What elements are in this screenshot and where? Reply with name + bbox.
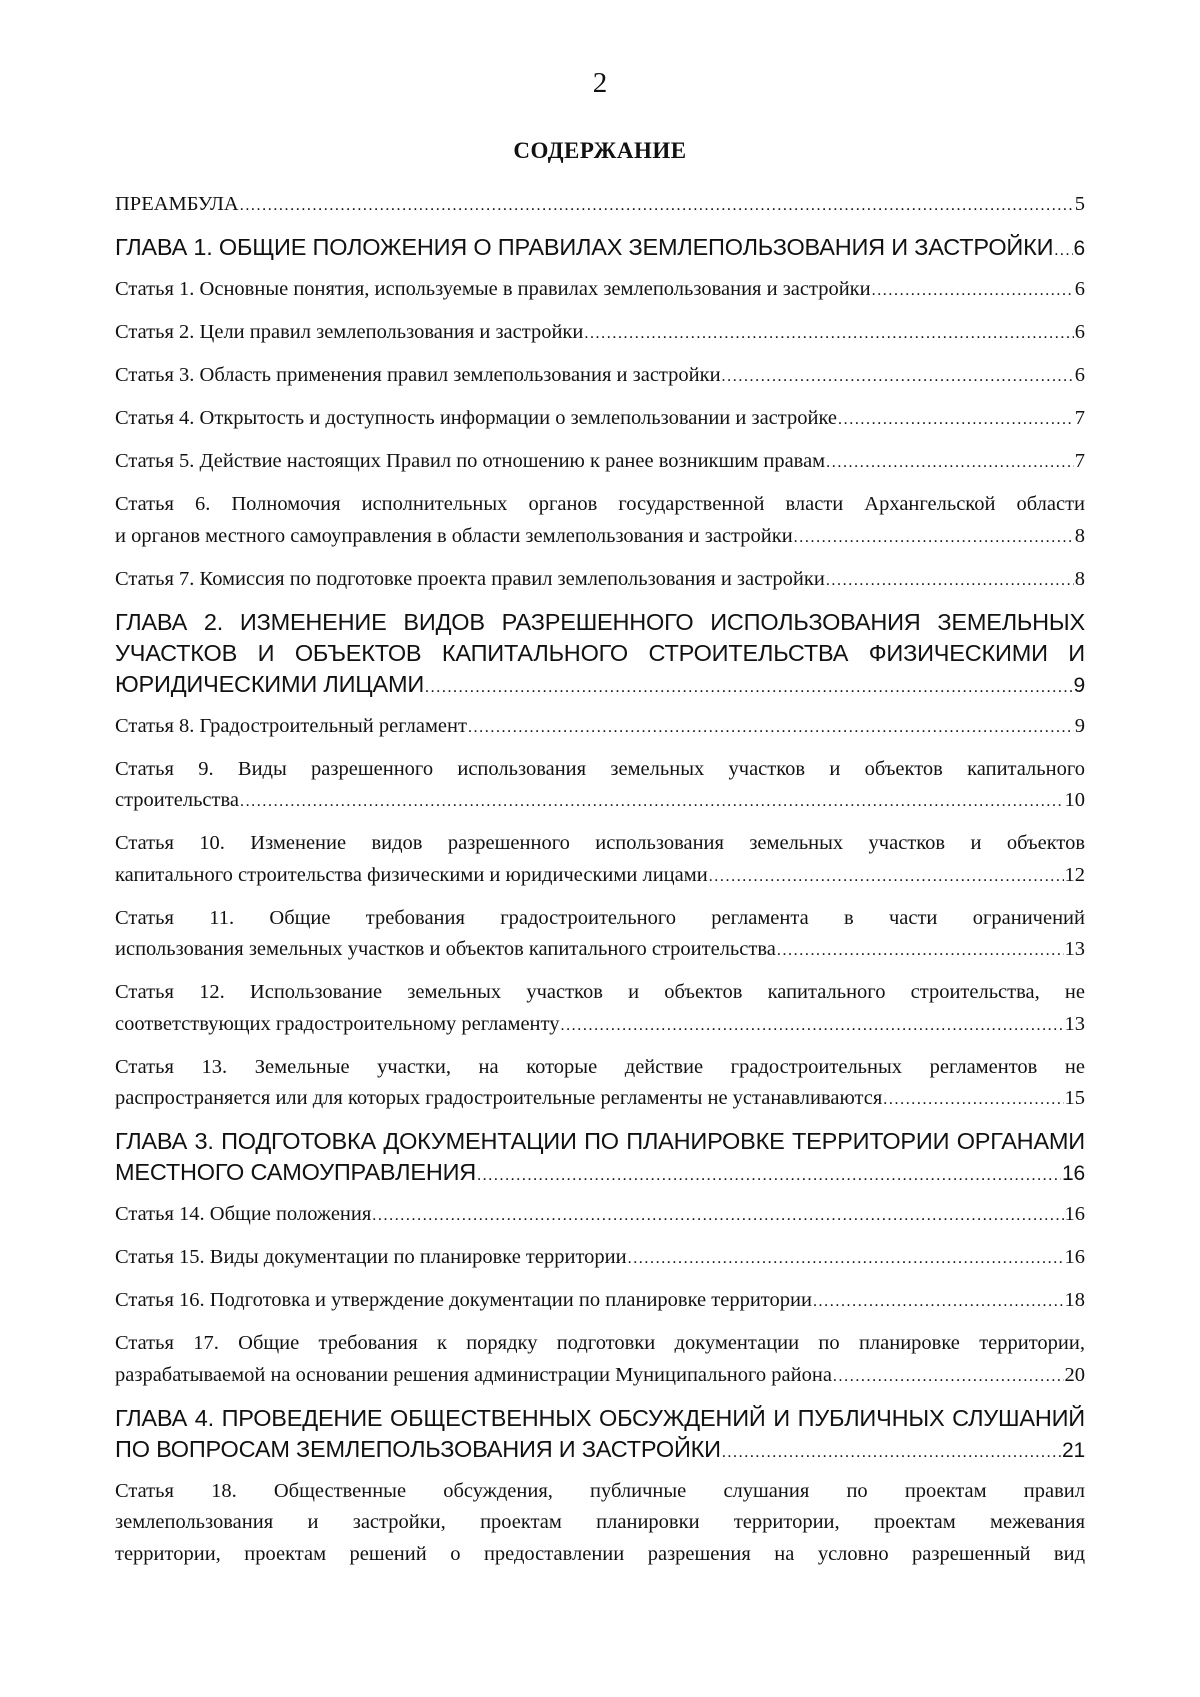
toc-entry-line: Статья 9. Виды разрешенного использования земельных участков и объектов капитального [115,757,1085,780]
toc-entry-title: распространяется или для которых градостроительные регламенты не устанавливаются [115,1087,883,1109]
toc-article-entry[interactable] [115,903,1085,967]
toc-entry-last-line [115,1199,1085,1232]
toc-article-entry[interactable] [115,1199,1085,1232]
toc-page-number: 10 [1064,789,1085,811]
toc-page-number: 21 [1062,1438,1085,1462]
toc-entry-line: Статья 12. Использование земельных участков и объектов капитального строительства, не [115,981,1085,1003]
toc-entry-title: ЮРИДИЧЕСКИМИ ЛИЦАМИ [115,670,425,697]
toc-entry-title: использования земельных участков и объектов капитального строительства [115,938,776,960]
dot-leader [813,1286,1064,1318]
toc-entry-last-line [115,1360,1085,1393]
toc-entry-title: ПО ВОПРОСАМ ЗЕМЛЕПОЛЬЗОВАНИЯ И ЗАСТРОЙКИ [115,1435,721,1462]
toc-page-number: 20 [1064,1363,1085,1386]
toc-entry-title: Статья 16. Подготовка и утверждение документации по планировке территории [115,1289,812,1311]
toc-article-entry[interactable] [115,1476,1085,1571]
toc-entry-last-line [115,669,1085,703]
toc-page-number: 7 [1074,450,1085,472]
dot-leader [794,522,1074,554]
toc-article-entry[interactable] [115,711,1085,744]
toc-entry-last-line [115,317,1085,350]
dot-leader [240,786,1064,818]
toc-entry-line: ГЛАВА 2. ИЗМЕНЕНИЕ ВИДОВ РАЗРЕШЕННОГО ИСПОЛЬЗОВАНИЯ ЗЕМЕЛЬНЫХ [115,608,1085,635]
toc-article-entry[interactable] [115,564,1085,597]
toc-entry-title: разрабатываемой на основании решения администрации Муниципального района [115,1363,832,1386]
dot-leader [477,1160,1061,1191]
toc-article-entry[interactable] [115,1328,1085,1392]
toc-page-number: 6 [1074,278,1085,300]
toc-page-number: 6 [1074,364,1085,386]
toc-article-entry[interactable] [115,754,1085,818]
toc-entry-last-line [115,403,1085,436]
toc-entry-last-line [115,232,1085,266]
toc-entry-title: МЕСТНОГО САМОУПРАВЛЕНИЯ [115,1159,477,1185]
dot-leader [838,404,1074,436]
page-number: 2 [592,67,608,99]
toc-page-number: 8 [1074,567,1085,590]
toc-entry-line: ГЛАВА 3. ПОДГОТОВКА ДОКУМЕНТАЦИИ ПО ПЛАНИРОВКЕ ТЕРРИТОРИИ ОРГАНАМИ [115,1128,1085,1154]
toc-entry-last-line [115,446,1085,479]
toc-entry-last-line [115,1285,1085,1318]
toc-entry-title: капитального строительства физическими и юридическими лицами [115,863,708,886]
toc-article-entry[interactable] [115,317,1085,350]
toc-page-number: 7 [1074,407,1085,429]
toc-entry-title: ПРЕАМБУЛА [115,193,239,215]
toc-entry-line: территории, проектам решений о предоставлении разрешения на условно разрешенный вид [115,1542,1085,1565]
toc-entry-line: УЧАСТКОВ И ОБЪЕКТОВ КАПИТАЛЬНОГО СТРОИТЕЛЬСТВА ФИЗИЧЕСКИМИ И [115,639,1085,666]
toc-entry-last-line [115,1434,1085,1468]
toc-entry-title: ГЛАВА 1. ОБЩИЕ ПОЛОЖЕНИЯ О ПРАВИЛАХ ЗЕМЛЕПОЛЬЗОВАНИЯ И ЗАСТРОЙКИ [115,234,1054,260]
toc-entry-title: Статья 8. Градостроительный регламент [115,714,467,737]
dot-leader [560,1010,1063,1042]
toc-entry-title: Статья 2. Цели правил землепользования и застройки [115,321,584,343]
toc-article-entry[interactable] [115,977,1085,1041]
toc-chapter-entry[interactable] [115,189,1085,222]
dot-leader [872,275,1074,307]
toc-entry-last-line [115,360,1085,393]
toc-entry-last-line [115,860,1085,893]
toc-entry-title: соответствующих градостроительному регламенту [115,1012,560,1035]
toc-page-number: 9 [1073,673,1085,697]
toc-article-entry[interactable] [115,403,1085,436]
toc-chapter-entry[interactable] [115,1126,1085,1191]
dot-leader [883,1084,1063,1116]
toc-entry-title: Статья 3. Область применения правил землепользования и застройки [115,364,721,386]
toc-entry-title: Статья 4. Открытость и доступность информации о землепользовании и застройке [115,407,838,429]
toc-article-entry[interactable] [115,274,1085,307]
toc-article-entry[interactable] [115,828,1085,892]
toc-chapter-entry[interactable] [115,232,1085,266]
toc-page-number: 16 [1064,1246,1085,1268]
toc-entry-title: строительства [115,789,239,811]
toc-entry-last-line [115,1242,1085,1275]
dot-leader [826,447,1074,479]
toc-entry-last-line [115,711,1085,744]
toc-entry-line: Статья 11. Общие требования градостроительного регламента в части ограничений [115,906,1085,929]
toc-page-number: 18 [1064,1289,1085,1311]
toc-entry-line: Статья 17. Общие требования к порядку подготовки документации по планировке территории, [115,1332,1085,1354]
toc-page-number: 9 [1074,714,1085,737]
toc-entry-title: Статья 7. Комиссия по подготовке проекта правил землепользования и застройки [115,567,825,590]
toc-article-entry[interactable] [115,446,1085,479]
toc-page-number: 15 [1064,1087,1085,1109]
toc-page-number: 13 [1064,1012,1085,1035]
dot-leader [722,1437,1061,1468]
toc-entry-last-line [115,1009,1085,1042]
toc-entry-last-line [115,189,1085,222]
dot-leader [777,935,1064,967]
toc-entry-last-line [115,564,1085,597]
toc-entry-last-line [115,1157,1085,1191]
dot-leader [468,712,1074,744]
toc-entry-last-line [115,274,1085,307]
dot-leader [425,672,1072,703]
toc-entry-title: Статья 15. Виды документации по планировке территории [115,1246,627,1268]
toc-page-number: 16 [1062,1162,1085,1185]
toc-chapter-entry[interactable] [115,1403,1085,1468]
toc-entry-title: Статья 14. Общие положения [115,1203,372,1225]
toc-entry-title: Статья 5. Действие настоящих Правил по отношению к ранее возникшим правам [115,450,826,472]
toc-entry-line: Статья 6. Полномочия исполнительных органов государственной власти Архангельской области [115,493,1085,515]
toc-page-number: 6 [1074,321,1085,343]
toc-entry-last-line [115,934,1085,967]
toc-entry-last-line [115,1083,1085,1116]
toc-article-entry[interactable] [115,1242,1085,1275]
dot-leader [833,1361,1064,1393]
toc-entry-line: Статья 18. Общественные обсуждения, публичные слушания по проектам правил [115,1479,1085,1502]
toc-page-number: 16 [1064,1203,1085,1225]
toc-page-number: 5 [1074,193,1085,215]
toc-article-entry[interactable] [115,360,1085,393]
toc-entry-last-line [115,521,1085,554]
toc-entry-title: Статья 1. Основные понятия, используемые в правилах землепользования и застройки [115,278,871,300]
toc-title: СОДЕРЖАНИЕ [513,138,687,163]
toc-entry-line: Статья 13. Земельные участки, на которые действие градостроительных регламентов не [115,1055,1085,1078]
toc-article-entry[interactable] [115,1052,1085,1116]
toc-entry-title: и органов местного самоуправления в области землепользования и застройки [115,524,793,547]
toc-page-number: 6 [1073,237,1085,260]
toc-page-number: 8 [1074,524,1085,547]
dot-leader [709,861,1064,893]
dot-leader [240,190,1074,222]
toc-article-entry[interactable] [115,1285,1085,1318]
dot-leader [722,361,1074,393]
toc-entry-line: землепользования и застройки, проектам планировки территории, проектам межевания [115,1511,1085,1533]
dot-leader [372,1200,1063,1232]
toc-chapter-entry[interactable] [115,607,1085,703]
toc-entry-line: Статья 10. Изменение видов разрешенного использования земельных участков и объектов [115,832,1085,854]
toc-article-entry[interactable] [115,489,1085,553]
toc-page-number: 12 [1064,863,1085,886]
toc-entry-line: ГЛАВА 4. ПРОВЕДЕНИЕ ОБЩЕСТВЕННЫХ ОБСУЖДЕНИЙ И ПУБЛИЧНЫХ СЛУШАНИЙ [115,1404,1085,1431]
dot-leader [628,1243,1064,1275]
toc-page-number: 13 [1064,938,1085,960]
table-of-contents [115,189,1085,1570]
dot-leader [826,565,1074,597]
toc-entry-last-line [115,785,1085,818]
dot-leader [1054,235,1072,266]
dot-leader [584,318,1073,350]
